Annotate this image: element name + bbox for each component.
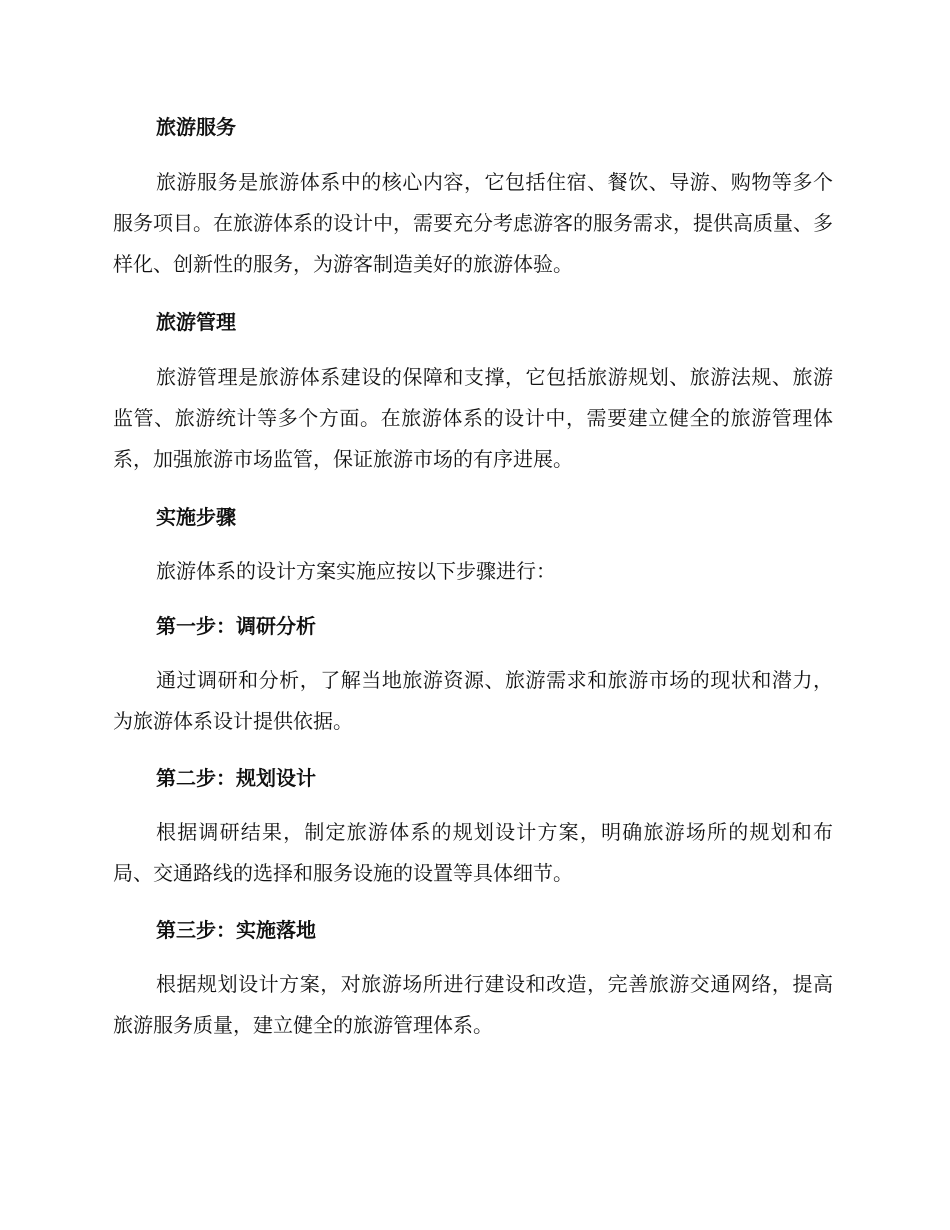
- section-body-step-one: 通过调研和分析，了解当地旅游资源、旅游需求和旅游市场的现状和潜力，为旅游体系设计提供依据。: [113, 668, 833, 733]
- section-heading-step-two: 第二步：规划设计: [156, 766, 316, 790]
- section-body-tourism-management: 旅游管理是旅游体系建设的保障和支撑，它包括旅游规划、旅游法规、旅游监管、旅游统计等多个方面。在旅游体系的设计中，需要建立健全的旅游管理体系，加强旅游市场监管，保证旅游市场的有序进展。: [113, 365, 833, 471]
- section-heading-tourism-management: 旅游管理: [156, 310, 236, 334]
- section-heading-implementation-steps: 实施步骤: [156, 505, 236, 529]
- section-body-implementation-steps: 旅游体系的设计方案实施应按以下步骤进行：: [156, 559, 556, 583]
- section-body-tourism-service: 旅游服务是旅游体系中的核心内容，它包括住宿、餐饮、导游、购物等多个服务项目。在旅游体系的设计中，需要充分考虑游客的服务需求，提供高质量、多样化、创新性的服务，为游客制造美好的旅游体验。: [113, 170, 833, 276]
- section-heading-step-one: 第一步：调研分析: [156, 614, 316, 638]
- section-body-step-two: 根据调研结果，制定旅游体系的规划设计方案，明确旅游场所的规划和布局、交通路线的选择和服务设施的设置等具体细节。: [113, 820, 833, 885]
- section-heading-step-three: 第三步：实施落地: [156, 918, 316, 942]
- section-heading-tourism-service: 旅游服务: [156, 115, 236, 139]
- section-body-step-three: 根据规划设计方案，对旅游场所进行建设和改造，完善旅游交通网络，提高旅游服务质量，建立健全的旅游管理体系。: [113, 972, 833, 1037]
